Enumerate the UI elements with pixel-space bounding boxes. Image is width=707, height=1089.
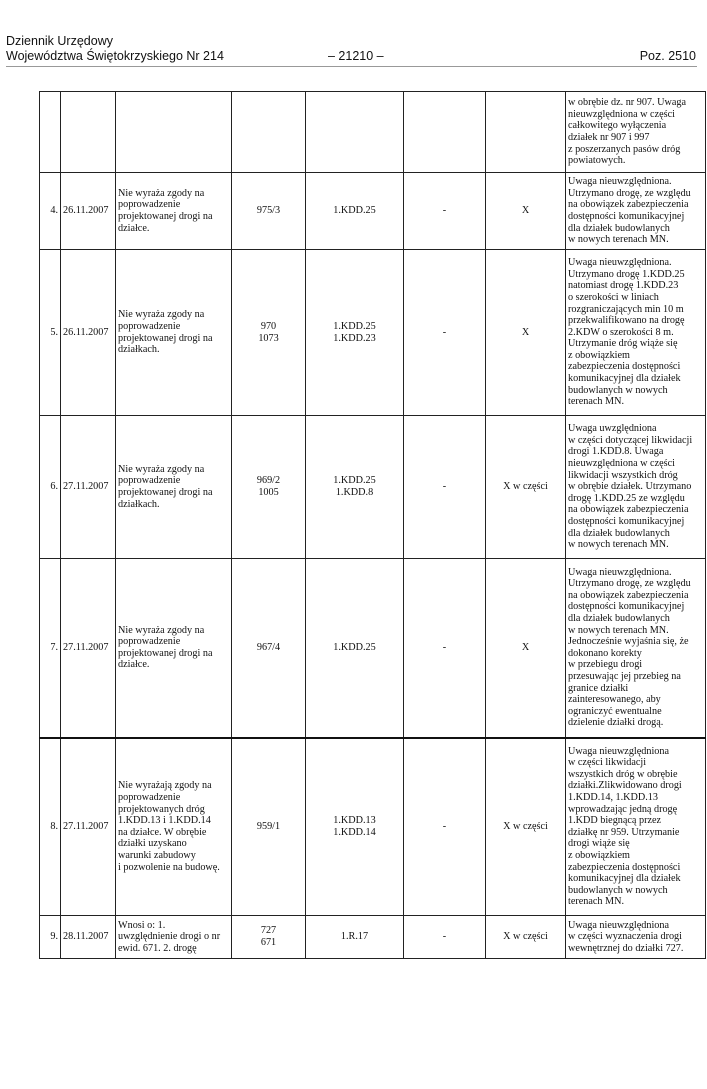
row-number: 9.: [40, 916, 61, 959]
page-number: – 21210 –: [328, 49, 384, 63]
table-row: [40, 916, 706, 959]
row-parcel: 727 671: [232, 916, 306, 959]
row-description: Nie wyraża zgody na poprowadzenie projektowanej drogi na działce.: [116, 173, 232, 250]
row-note: Uwaga uwzględniona w części dotyczącej likwidacji drogi 1.KDD.8. Uwaga nieuwzględniona w części likwidacji wszystkich dróg w obrębie działek. Utrzymano drogę 1.KDD.25 ze względu na obowiązek zabezpieczenia dostępności komunikacyjnej dla działek budowlanych w nowych terenach MN.: [566, 416, 706, 559]
row-description: [116, 92, 232, 173]
table-row: [40, 416, 706, 559]
row-number: [40, 92, 61, 173]
row-number: 6.: [40, 416, 61, 559]
table-row: [40, 173, 706, 250]
row-road-symbol: [306, 92, 404, 173]
table-row: [40, 559, 706, 738]
row-road-symbol: 1.R.17: [306, 916, 404, 959]
row-accepted: [404, 92, 486, 173]
table-row: [40, 738, 706, 916]
row-parcel: [232, 92, 306, 173]
row-date: 27.11.2007: [61, 738, 116, 916]
remarks-table: [39, 91, 706, 959]
row-rejected: X: [486, 250, 566, 416]
row-description: Wnosi o: 1. uwzględnienie drogi o nr ewid. 671. 2. drogę: [116, 916, 232, 959]
row-rejected: [486, 92, 566, 173]
row-accepted: -: [404, 738, 486, 916]
row-date: [61, 92, 116, 173]
journal-title: Dziennik Urzędowy: [6, 34, 113, 48]
row-accepted: -: [404, 250, 486, 416]
row-parcel: 970 1073: [232, 250, 306, 416]
row-note: Uwaga nieuwzględniona w części likwidacji wszystkich dróg w obrębie działki.Zlikwidowano drogi 1.KDD.14, 1.KDD.13 wprowadzając jedną drogę 1.KDD biegnącą przez działkę nr 959. Utrzymanie drogi wiąże się z obowiązkiem zabezpieczenia dostępności komunikacyjnej dla działek budowlanych w nowych terenach MN.: [566, 738, 706, 916]
row-road-symbol: 1.KDD.25: [306, 173, 404, 250]
row-rejected: X w części: [486, 916, 566, 959]
row-accepted: -: [404, 916, 486, 959]
row-number: 8.: [40, 738, 61, 916]
row-accepted: -: [404, 416, 486, 559]
row-rejected: X w części: [486, 416, 566, 559]
row-date: 27.11.2007: [61, 559, 116, 738]
header-divider: [6, 66, 697, 67]
row-description: Nie wyrażają zgody na poprowadzenie projektowanych dróg 1.KDD.13 i 1.KDD.14 na działce. W obrębie działki uzyskano warunki zabudowy i pozwolenie na budowę.: [116, 738, 232, 916]
row-note: Uwaga nieuwzględniona. Utrzymano drogę, ze względu na obowiązek zabezpieczenia dostępności komunikacyjnej dla działek budowlanych w nowych terenach MN. Jednocześnie wyjaśnia się, że dokonano korekty w przebiegu drogi przesuwając jej przebieg na granice działki zainteresowanego, aby ograniczyć ewentualne dzielenie działki drogą.: [566, 559, 706, 738]
row-date: 28.11.2007: [61, 916, 116, 959]
row-rejected: X w części: [486, 738, 566, 916]
row-road-symbol: 1.KDD.25: [306, 559, 404, 738]
row-description: Nie wyraża zgody na poprowadzenie projektowanej drogi na działkach.: [116, 250, 232, 416]
row-description: Nie wyraża zgody na poprowadzenie projektowanej drogi na działkach.: [116, 416, 232, 559]
row-note: Uwaga nieuwzględniona. Utrzymano drogę, ze względu na obowiązek zabezpieczenia dostępności komunikacyjnej dla działek budowlanych w nowych terenach MN.: [566, 173, 706, 250]
row-rejected: X: [486, 173, 566, 250]
journal-subtitle: Województwa Świętokrzyskiego Nr 214: [6, 49, 224, 63]
row-road-symbol: 1.KDD.13 1.KDD.14: [306, 738, 404, 916]
row-accepted: -: [404, 559, 486, 738]
row-date: 27.11.2007: [61, 416, 116, 559]
position-number: Poz. 2510: [639, 49, 696, 63]
row-number: 7.: [40, 559, 61, 738]
row-parcel: 967/4: [232, 559, 306, 738]
row-road-symbol: 1.KDD.25 1.KDD.8: [306, 416, 404, 559]
row-accepted: -: [404, 173, 486, 250]
row-note: w obrębie dz. nr 907. Uwaga nieuwzględniona w części całkowitego wyłączenia działek nr 907 i 997 z poszerzanych pasów dróg powiatowych.: [566, 92, 706, 173]
row-parcel: 959/1: [232, 738, 306, 916]
row-rejected: X: [486, 559, 566, 738]
page-header: [6, 34, 696, 64]
row-date: 26.11.2007: [61, 250, 116, 416]
row-note: Uwaga nieuwzględniona w części wyznaczenia drogi wewnętrznej do działki 727.: [566, 916, 706, 959]
row-road-symbol: 1.KDD.25 1.KDD.23: [306, 250, 404, 416]
row-description: Nie wyraża zgody na poprowadzenie projektowanej drogi na działce.: [116, 559, 232, 738]
row-parcel: 975/3: [232, 173, 306, 250]
row-number: 5.: [40, 250, 61, 416]
table-row: [40, 92, 706, 173]
row-parcel: 969/2 1005: [232, 416, 306, 559]
row-date: 26.11.2007: [61, 173, 116, 250]
table-row: [40, 250, 706, 416]
row-note: Uwaga nieuwzględniona. Utrzymano drogę 1.KDD.25 natomiast drogę 1.KDD.23 o szerokości w liniach rozgraniczających min 10 m przekwalifikowano na drogę 2.KDW o szerokości 8 m. Utrzymanie dróg wiąże się z obowiązkiem zabezpieczenia dostępności komunikacyjnej dla działek budowlanych w nowych terenach MN.: [566, 250, 706, 416]
row-number: 4.: [40, 173, 61, 250]
